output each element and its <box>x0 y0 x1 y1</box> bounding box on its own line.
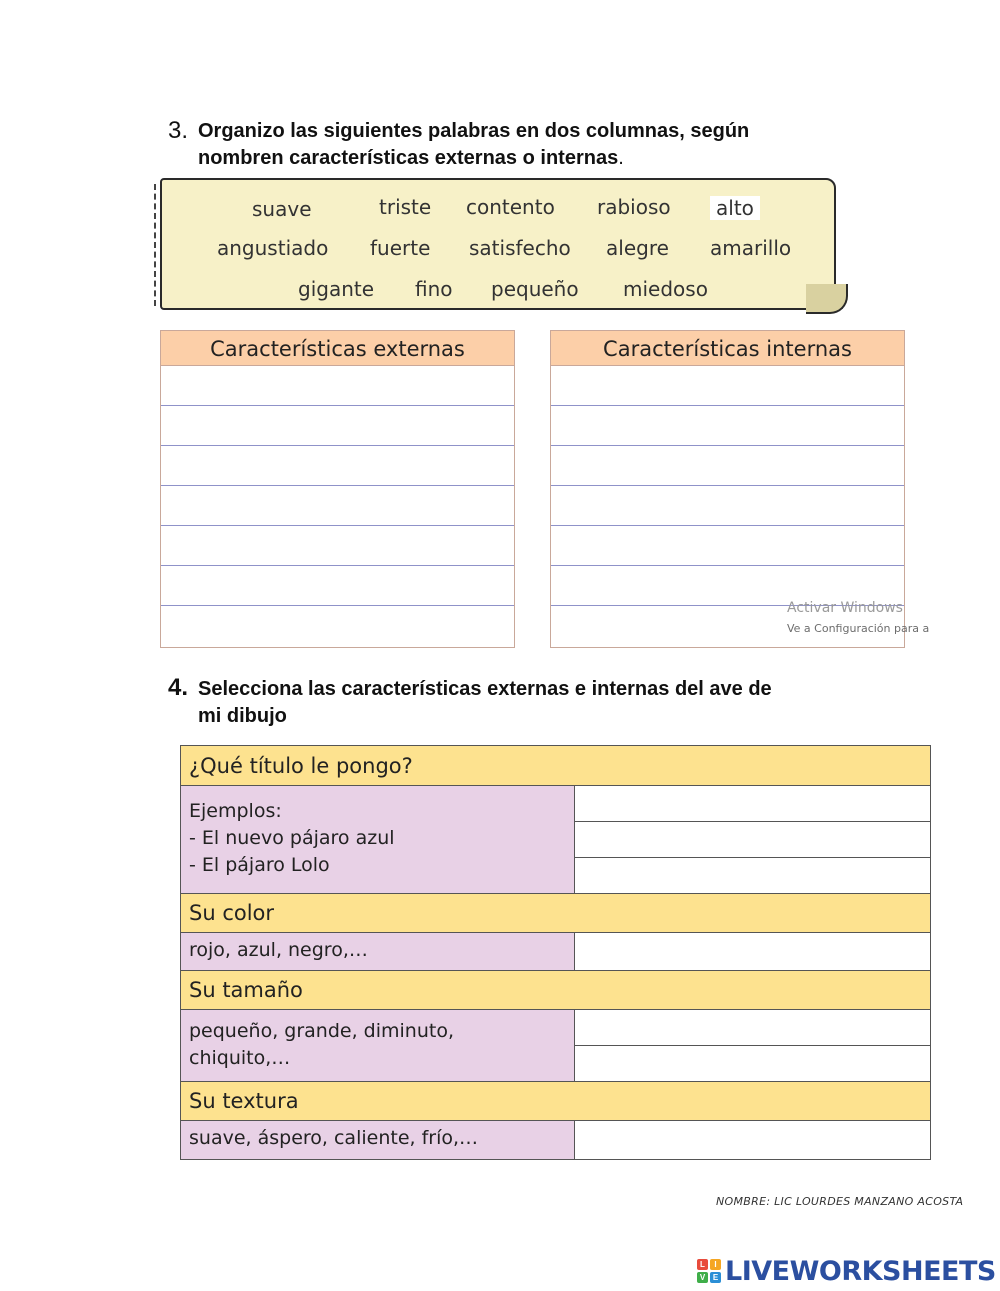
size-row <box>181 1010 930 1082</box>
title-answer-cell[interactable] <box>575 822 930 858</box>
word-item[interactable]: miedoso <box>623 277 708 301</box>
internal-answer-row[interactable] <box>551 486 904 526</box>
external-answer-row[interactable] <box>161 566 514 606</box>
external-column-header: Características externas <box>161 331 514 366</box>
q3-instruction-text: nombren características externas o internas <box>198 147 619 169</box>
title-examples-label: Ejemplos: <box>189 800 282 822</box>
internal-column-header: Características internas <box>551 331 904 366</box>
logo-letter: E <box>710 1272 721 1283</box>
liveworksheets-logo[interactable] <box>697 1256 996 1286</box>
q3-number: 3. <box>168 117 189 144</box>
q4-number: 4. <box>168 674 189 701</box>
q3-period: . <box>618 147 624 169</box>
title-answer-cells <box>575 786 930 893</box>
q4-instruction-line2: mi dibujo <box>198 705 287 727</box>
q3-instruction-line1: Organizo las siguientes palabras en dos columnas, según <box>198 120 750 142</box>
word-item[interactable]: pequeño <box>491 277 579 301</box>
external-answer-row[interactable] <box>161 366 514 406</box>
external-answer-row[interactable] <box>161 606 514 646</box>
word-item[interactable]: alto <box>710 196 760 220</box>
word-item[interactable]: suave <box>252 197 312 221</box>
external-answer-row[interactable] <box>161 526 514 566</box>
color-answer-cells <box>575 933 930 970</box>
windows-watermark-subtitle: Ve a Configuración para a <box>787 622 930 635</box>
internal-answer-row[interactable] <box>551 406 904 446</box>
word-item[interactable]: fino <box>415 277 453 301</box>
external-answer-row[interactable] <box>161 486 514 526</box>
word-item[interactable]: satisfecho <box>469 236 571 260</box>
external-characteristics-table <box>160 330 515 648</box>
logo-text: LIVEWORKSHEETS <box>725 1255 996 1287</box>
windows-watermark-title: Activar Windows <box>787 600 903 616</box>
word-item[interactable]: triste <box>379 195 432 219</box>
title-example-item: - El nuevo pájaro azul <box>189 827 395 849</box>
bird-characteristics-table <box>180 745 931 1160</box>
word-item[interactable]: fuerte <box>370 236 431 260</box>
size-header: Su tamaño <box>181 971 930 1010</box>
paper-spiral-edge <box>154 184 168 306</box>
title-answer-cell[interactable] <box>575 786 930 822</box>
word-item[interactable]: amarillo <box>710 236 792 260</box>
q3-instruction-line2 <box>198 145 624 172</box>
external-answer-row[interactable] <box>161 446 514 486</box>
texture-answer-cell[interactable] <box>575 1121 930 1159</box>
texture-examples: suave, áspero, caliente, frío,… <box>181 1121 575 1159</box>
size-answer-cell[interactable] <box>575 1046 930 1081</box>
word-item[interactable]: gigante <box>298 277 375 301</box>
internal-answer-row[interactable] <box>551 446 904 486</box>
texture-header: Su textura <box>181 1082 930 1121</box>
title-row <box>181 786 930 894</box>
texture-row <box>181 1121 930 1159</box>
size-examples <box>181 1010 575 1081</box>
paper-curl <box>806 284 848 314</box>
internal-answer-row[interactable] <box>551 366 904 406</box>
title-example-item: - El pájaro Lolo <box>189 854 330 876</box>
logo-letter: L <box>697 1259 708 1270</box>
color-examples: rojo, azul, negro,… <box>181 933 575 970</box>
size-example-line: chiquito,… <box>189 1047 291 1069</box>
size-example-line: pequeño, grande, diminuto, <box>189 1020 454 1042</box>
logo-letter: I <box>710 1259 721 1270</box>
external-answer-row[interactable] <box>161 406 514 446</box>
title-answer-cell[interactable] <box>575 858 930 893</box>
word-item[interactable]: contento <box>466 195 555 219</box>
color-answer-cell[interactable] <box>575 933 930 970</box>
word-item[interactable]: angustiado <box>217 236 329 260</box>
size-answer-cell[interactable] <box>575 1010 930 1046</box>
size-answer-cells <box>575 1010 930 1081</box>
logo-icon <box>697 1259 721 1283</box>
word-item[interactable]: rabioso <box>597 195 671 219</box>
texture-answer-cells <box>575 1121 930 1159</box>
title-header: ¿Qué título le pongo? <box>181 746 930 786</box>
internal-answer-row[interactable] <box>551 526 904 566</box>
word-item[interactable]: alegre <box>606 236 669 260</box>
q4-instruction-line1: Selecciona las características externas e internas del ave de <box>198 678 772 700</box>
title-examples <box>181 786 575 893</box>
color-row <box>181 933 930 971</box>
color-header: Su color <box>181 894 930 933</box>
logo-letter: V <box>697 1272 708 1283</box>
author-name: NOMBRE: LIC LOURDES MANZANO ACOSTA <box>716 1195 964 1208</box>
